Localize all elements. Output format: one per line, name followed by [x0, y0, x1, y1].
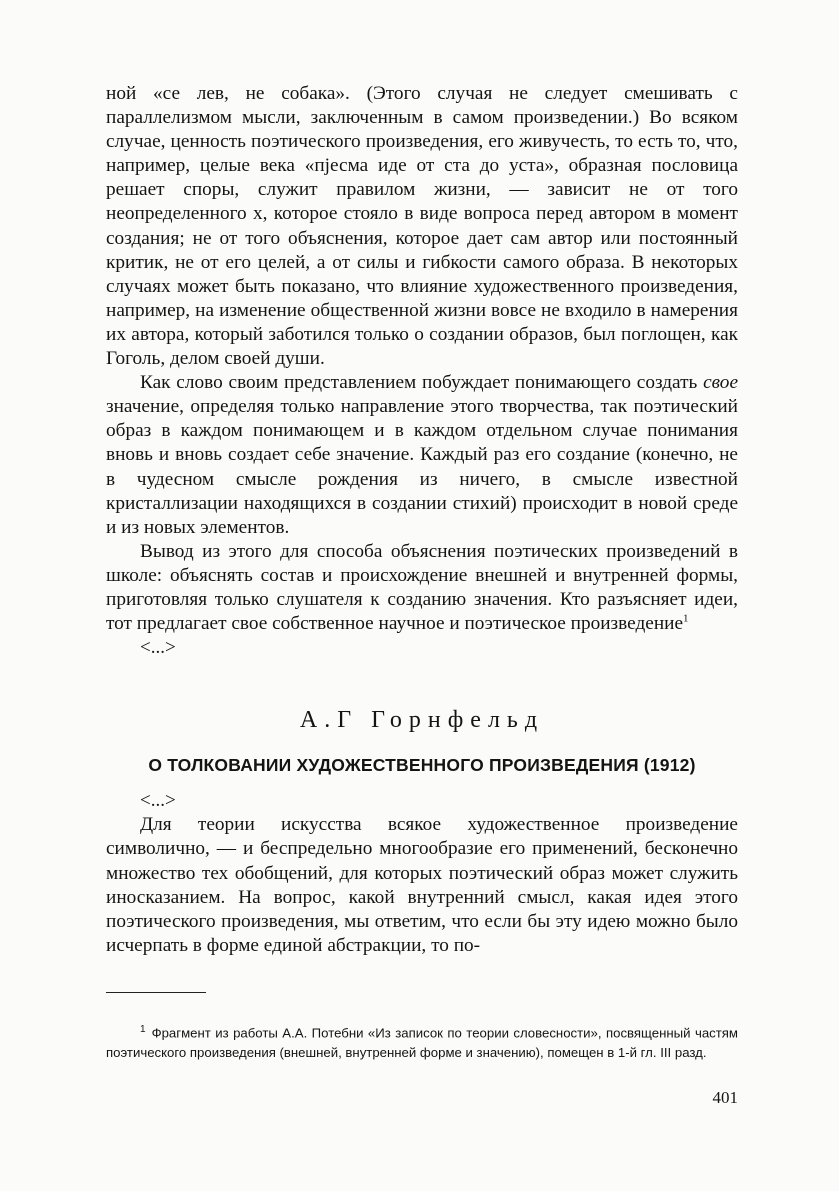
footnote-divider [106, 992, 206, 993]
paragraph-continuation: ной «се лев, не собака». (Этого случая не следует смешивать с параллелизмом мысли, заключенным в самом произведении.) Во всяком случае, ценность поэтического произведения, его живучесть, то есть то, что, например, целые века «пjесма иде от ста до уста», образная пословица решает споры, служит правилом жизни, — зависит не от того неопределенного x, которое стояло в виде вопроса перед автором в момент создания; не от того объяснения, которое дает сам автор или постоянный критик, не от его целей, а от силы и гибкости самого образа. В некоторых случаях может быть показано, что влияние художественного произведения, например, на изменение общественной жизни вовсе не входило в намерения их автора, который заботился только о создании образов, был поглощен, как Гоголь, делом своей души. [106, 83, 738, 370]
footnote-text: Фрагмент из работы А.А. Потебни «Из записок по теории словесности», посвященный частям поэтического произведения (внешней, внутренней форме и значению), помещен в 1-й гл. III разд. [106, 1025, 738, 1061]
footnote [106, 1020, 738, 1063]
paragraph-conclusion [106, 540, 738, 636]
para2-italic: свое [703, 372, 738, 394]
footnote-reference[interactable]: 1 [683, 612, 689, 625]
para3-text: Вывод из этого для способа объяснения поэтических произведений в школе: объяснять состав и происхождение внешней и внутренней формы, приготовляя только слушателя к созданию значения. Кто разъясняет идеи, тот предлагает свое собственное научное и поэтическое произведение [106, 540, 738, 635]
page-body [106, 82, 738, 958]
page-number: 401 [712, 1088, 738, 1107]
section-title: О ТОЛКОВАНИИ ХУДОЖЕСТВЕННОГО ПРОИЗВЕДЕНИЯ (1912) [148, 755, 696, 776]
para2-before: Как слово своим представлением побуждает понимающего создать [140, 372, 704, 394]
ellipsis-mark: <...> [140, 637, 176, 659]
footnote-mark: 1 [140, 1024, 146, 1035]
paragraph-symbolic: Для теории искусства всякое художественное произведение символично, — и беспредельно многообразие его применений, бесконечно множество тех обобщений, для которых поэтический образ может служить иносказанием. На вопрос, какой внутренний смысл, какая идея этого поэтического произведения, мы ответим, что если бы эту идею можно было исчерпать в форме единой абстракции, то по- [106, 814, 738, 956]
author-heading: А.Г Горнфельд [299, 707, 545, 734]
ellipsis-mark-2: <...> [140, 790, 176, 812]
paragraph-image-meaning [106, 371, 738, 540]
para2-after: значение, определяя только направление этого творчества, так поэтический образ в каждом понимающем и в каждом отдельном случае понимания вновь и вновь создает себе значение. Каждый раз его создание (конечно, не в чудесном смысле рождения из ничего, в смысле известной кристаллизации находящихся в создании стихий) происходит в новой среде и из новых элементов. [106, 396, 738, 538]
